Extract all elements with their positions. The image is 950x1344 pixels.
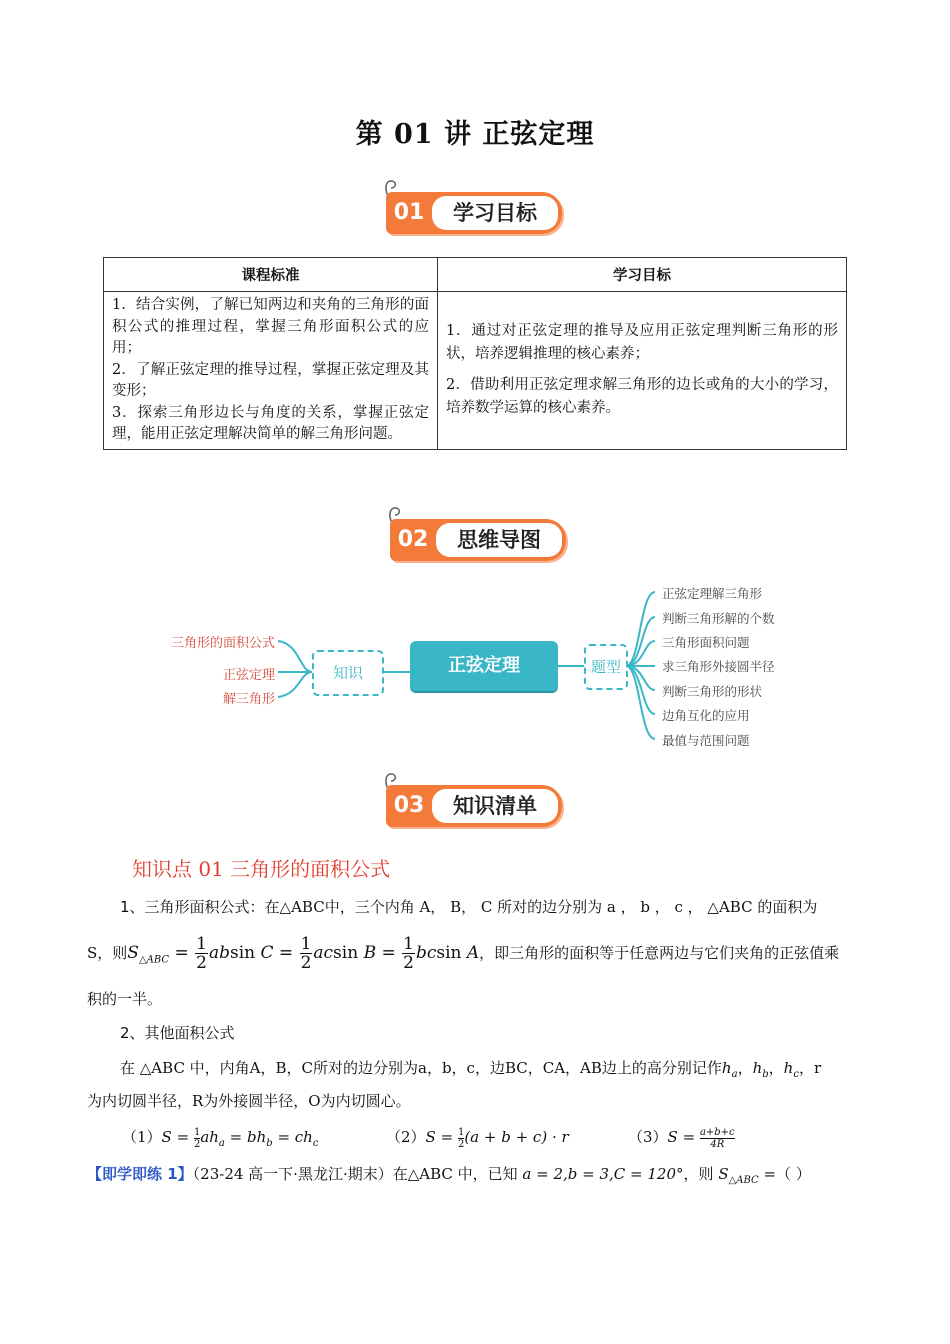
other-formula-intro: 在 △ABC 中，内角A，B，C所对的边分别为a，b，c，边BC，CA，AB边上的高分别记作 xyxy=(120,1059,722,1077)
other-formula-line2: 为内切圆半径，R为外接圆半径，O为内切圆心。 xyxy=(87,1092,411,1110)
mindmap-left-item: 正弦定理 xyxy=(222,668,275,683)
area-formula-s: S，则 xyxy=(87,944,128,962)
area-formula-tail: ，即三角形的面积等于任意两边与它们夹角的正弦值乘 xyxy=(479,944,840,962)
table-header-standard: 课程标准 xyxy=(104,258,438,292)
mindmap-right-item: 正弦定理解三角形 xyxy=(662,586,763,601)
objective-item: 2．借助利用正弦定理求解三角形的边长或角的大小的学习，培养数学运算的核心素养。 xyxy=(446,377,838,417)
badge-label: 知识清单 xyxy=(432,789,558,823)
formula-2-math: S = $\frac{1}{2}$ (a + b + c) · r xyxy=(425,1126,569,1150)
heights-math: $h_a$，$h_b$，$h_c$ xyxy=(721,1059,799,1080)
section-badge-knowledge xyxy=(384,771,566,835)
badge-number: 01 xyxy=(393,200,425,225)
mindmap-left-item: 三角形的面积公式 xyxy=(170,636,275,651)
knowledge-point-title: 知识点 01 三角形的面积公式 xyxy=(132,857,391,881)
area-formula-end: 积的一半。 xyxy=(87,990,163,1008)
practice-tail: ，则 xyxy=(683,1165,714,1183)
area-formula-math: $S_{\triangle ABC}$ = $\frac{1}{2}$ absin C = $\frac{1}{2}$ acsin B = $\frac{1}{2}$ bcsin A xyxy=(127,934,480,973)
mindmap-right-item: 最值与范围问题 xyxy=(662,733,750,748)
badge-number: 02 xyxy=(397,527,429,552)
section-badge-goals xyxy=(384,178,566,242)
practice-condition: a = 2,b = 3,C = 120° xyxy=(522,1165,684,1183)
formula-1 xyxy=(122,1126,318,1155)
area-formula-label: 1、三角形面积公式： xyxy=(120,898,265,916)
formula-2 xyxy=(386,1126,569,1150)
objective-item: 1．通过对正弦定理的推导及应用正弦定理判断三角形的形状，培养逻辑推理的核心素养； xyxy=(446,323,838,363)
other-formula-tail: ，r xyxy=(798,1059,822,1077)
section-badge-mindmap xyxy=(388,505,570,569)
formula-1-label: （1） xyxy=(122,1128,162,1146)
standard-item: 3．探索三角形边长与角度的关系，掌握正弦定理，能用正弦定理解决简单的解三角形问题。 xyxy=(112,404,429,442)
practice-line xyxy=(87,1163,877,1192)
mindmap-right-item: 判断三角形的形状 xyxy=(662,684,763,699)
practice-blank: =（ ） xyxy=(763,1165,811,1183)
other-formula-line1 xyxy=(120,1057,865,1086)
table-header-objective: 学习目标 xyxy=(438,258,847,292)
mindmap-knowledge-box: 知识 xyxy=(312,650,384,696)
other-formula-label: 2、其他面积公式 xyxy=(120,1024,235,1042)
mindmap-right-item: 判断三角形解的个数 xyxy=(662,611,775,626)
goals-table xyxy=(103,257,847,450)
practice-area-symbol: $S_{\triangle ABC}$ xyxy=(718,1165,759,1186)
mindmap-question-type-box: 题型 xyxy=(584,644,628,690)
badge-number: 03 xyxy=(393,793,425,818)
formula-1-math: S = $\frac{1}{2}$ $ah_a = bh_b = ch_c$ xyxy=(161,1126,319,1150)
mindmap-right-item: 求三角形外接圆半径 xyxy=(662,659,775,674)
table-cell-standards xyxy=(104,292,438,450)
area-formula-line xyxy=(87,931,877,982)
formula-3-label: （3） xyxy=(628,1128,668,1146)
badge-label: 思维导图 xyxy=(436,523,562,557)
mindmap-center-node: 正弦定理 xyxy=(410,641,558,691)
formula-3-math: S = $\frac{a+b+c}{4R}$ xyxy=(667,1126,735,1150)
formula-2-label: （2） xyxy=(386,1128,426,1146)
badge-label: 学习目标 xyxy=(432,196,558,230)
table-cell-objectives xyxy=(438,292,847,450)
standard-item: 2．了解正弦定理的推导过程，掌握正弦定理及其变形； xyxy=(112,361,429,399)
mindmap-right-item: 三角形面积问题 xyxy=(662,635,750,650)
practice-tag: 【即学即练 1】 xyxy=(87,1165,193,1183)
paragraph-area-formula xyxy=(120,896,865,918)
page-title: 第 01 讲 正弦定理 xyxy=(355,119,595,150)
formula-3 xyxy=(628,1126,735,1150)
mindmap-right-item: 边角互化的应用 xyxy=(662,708,750,723)
mindmap-left-item: 解三角形 xyxy=(222,692,275,707)
area-formula-intro: 在△ABC中，三个内角 A， B， C 所对的边分别为 a ， b ， c ， △ABC 的面积为 xyxy=(264,898,818,916)
standard-item: 1．结合实例，了解已知两边和夹角的三角形的面积公式的推理过程，掌握三角形面积公式的应用； xyxy=(112,297,429,356)
practice-text: （23-24 高一下·黑龙江·期末）在△ABC 中，已知 xyxy=(192,1165,518,1183)
